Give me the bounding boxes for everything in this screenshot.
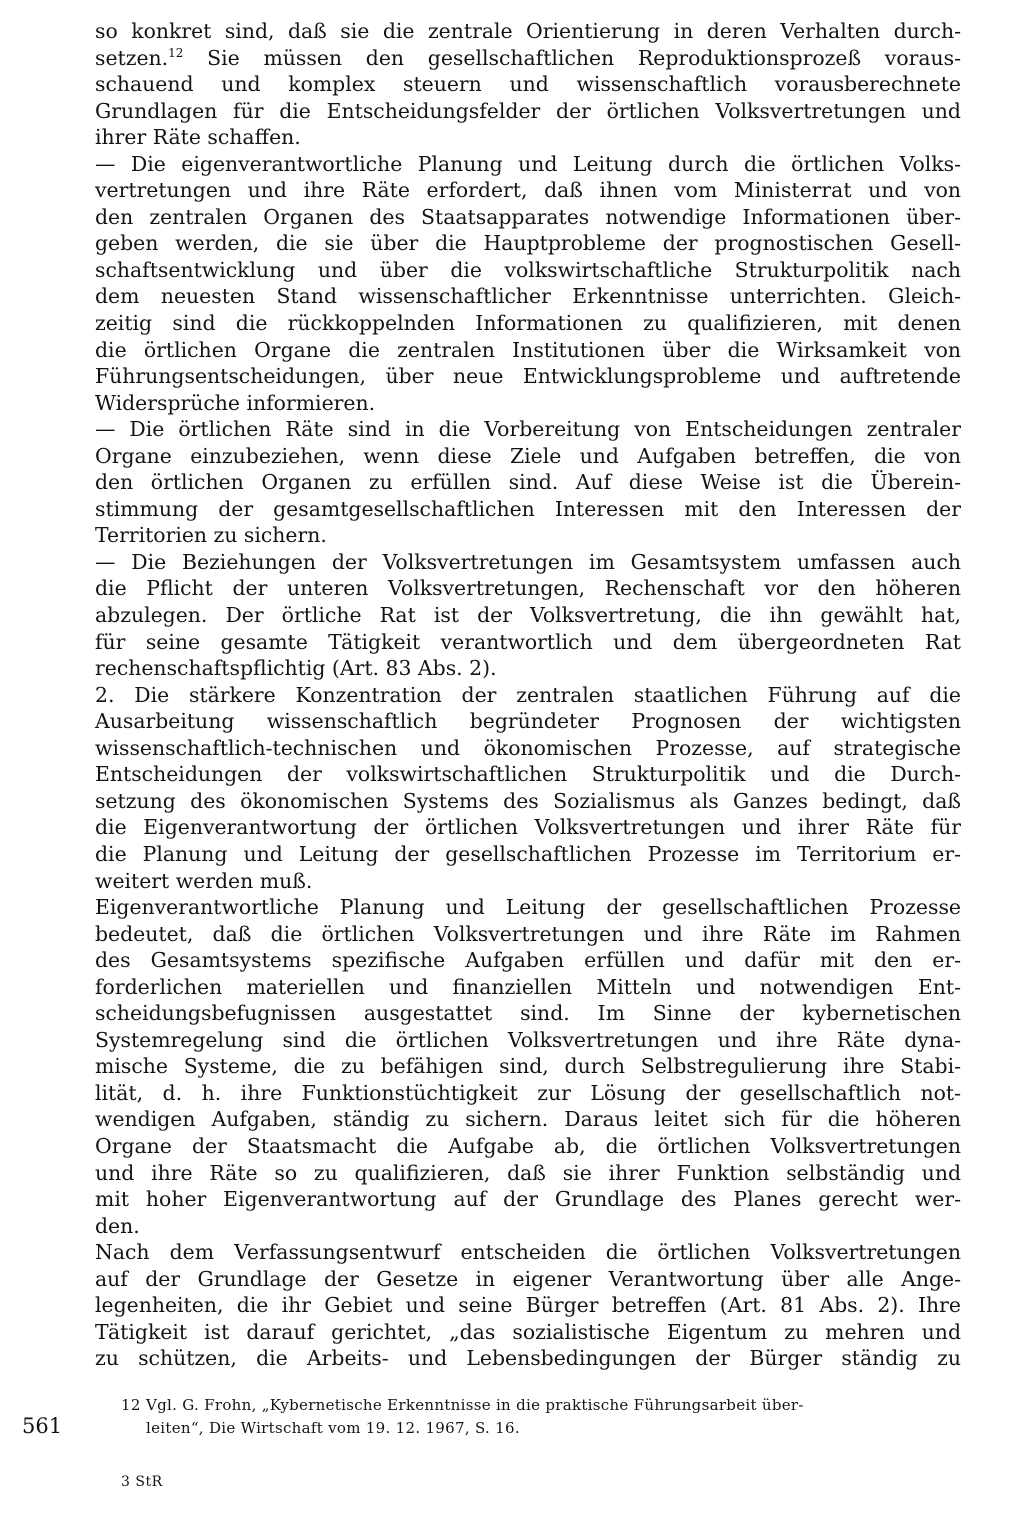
text-line: [95, 18, 961, 45]
text-line-content: legenheiten, die ihr Gebiet und seine Bürger betreffen (Art. 81 Abs. 2). Ihre: [95, 1293, 961, 1318]
footnote-marker: 12: [168, 45, 184, 60]
text-line-content: wissenschaftlich-technischen und ökonomischen Prozesse, auf strategische: [95, 735, 961, 760]
text-line-content: die Eigenverantwortung der örtlichen Volksvertretungen und ihrer Räte für: [95, 815, 961, 840]
text-line: [95, 602, 961, 629]
text-line: [95, 1106, 961, 1133]
text-line-content: lität, d. h. ihre Funktionstüchtigkeit zur Lösung der gesellschaftlich not-: [95, 1080, 961, 1105]
text-line: [95, 735, 961, 762]
text-line-content: die örtlichen Organe die zentralen Institutionen über die Wirksamkeit von: [95, 337, 961, 362]
text-line-content: den.: [95, 1213, 140, 1238]
text-line: [95, 1053, 961, 1080]
text-line-content: Ausarbeitung wissenschaftlich begründeter Prognosen der wichtigsten: [95, 709, 961, 734]
page-number: 561: [22, 1414, 63, 1438]
signature-mark: 3 StR: [121, 1474, 163, 1490]
text-line-content: die Pflicht der unteren Volksvertretungen, Rechenschaft vor den höheren: [95, 576, 961, 601]
text-line: [95, 974, 961, 1001]
text-line-content: die Planung und Leitung der gesellschaftlichen Prozesse im Territorium er-: [95, 841, 961, 866]
text-line-content: dem neuesten Stand wissenschaftlicher Erkenntnisse unterrichten. Gleich-: [95, 284, 961, 309]
text-line: [95, 98, 961, 125]
text-line-content: bedeutet, daß die örtlichen Volksvertretungen und ihre Räte im Rahmen: [95, 921, 961, 946]
text-line: [95, 310, 961, 337]
text-line: [95, 124, 961, 151]
text-line: [95, 841, 961, 868]
text-line: [95, 390, 961, 417]
text-line: [95, 1292, 961, 1319]
text-line-content: Tätigkeit ist darauf gerichtet, „das sozialistische Eigentum zu mehren und: [95, 1319, 961, 1344]
text-line-content: Organe einzubeziehen, wenn diese Ziele und Aufgaben betreffen, die von: [95, 443, 961, 468]
text-line: [95, 416, 961, 443]
text-line: [95, 894, 961, 921]
text-line: [95, 204, 961, 231]
text-line-content: scheidungsbefugnissen ausgestattet sind. Im Sinne der kybernetischen: [95, 1001, 961, 1026]
text-line-content: Eigenverantwortliche Planung und Leitung der gesellschaftlichen Prozesse: [95, 895, 961, 920]
text-line: [95, 151, 961, 178]
text-line: [95, 947, 961, 974]
footnote-line: Vgl. G. Frohn, „Kybernetische Erkenntnisse in die praktische Führungsarbeit über-: [146, 1396, 804, 1414]
text-line-content: Entscheidungen der volkswirtschaftlichen Strukturpolitik und die Durch-: [95, 762, 961, 787]
text-line: [95, 575, 961, 602]
text-line: [95, 337, 961, 364]
text-line-content: Territorien zu sichern.: [95, 523, 327, 548]
text-line: [95, 1345, 961, 1372]
text-line-content: setzen.: [95, 45, 169, 70]
text-line: [95, 1319, 961, 1346]
text-line-content: setzung des ökonomischen Systems des Sozialismus als Ganzes bedingt, daß: [95, 788, 961, 813]
text-line-content: weitert werden muß.: [95, 868, 313, 893]
text-line-content: ihrer Räte schaffen.: [95, 125, 301, 150]
text-line: [95, 230, 961, 257]
text-line: [95, 45, 961, 72]
text-line-content: so konkret sind, daß sie die zentrale Orientierung in deren Verhalten durch-: [95, 19, 961, 43]
text-line-content: — Die eigenverantwortliche Planung und Leitung durch die örtlichen Volks-: [95, 151, 961, 176]
text-line-content: schauend und komplex steuern und wissenschaftlich vorausberechnete: [95, 72, 961, 97]
text-line-content: den zentralen Organen des Staatsapparates notwendige Informationen über-: [95, 204, 961, 229]
text-line-content: Systemregelung sind die örtlichen Volksvertretungen und ihre Räte dyna-: [95, 1027, 961, 1052]
text-line: [95, 1160, 961, 1187]
text-line-content: vertretungen und ihre Räte erfordert, daß ihnen vom Ministerrat und von: [95, 178, 961, 203]
text-line-content: — Die Beziehungen der Volksvertretungen im Gesamtsystem umfassen auch: [95, 549, 961, 574]
text-line: [95, 655, 961, 682]
text-line: [95, 682, 961, 709]
text-line: [95, 443, 961, 470]
text-line: [95, 177, 961, 204]
text-line-content: zeitig sind die rückkoppelnden Informationen zu qualifizieren, mit denen: [95, 311, 961, 336]
footnote: [121, 1394, 961, 1440]
text-line-content: forderlichen materiellen und finanziellen Mitteln und notwendigen Ent-: [95, 974, 961, 999]
text-line: [95, 708, 961, 735]
text-line: [95, 1080, 961, 1107]
text-line-content: schaftsentwicklung und über die volkswirtschaftliche Strukturpolitik nach: [95, 257, 961, 282]
footnote-line: leiten“, Die Wirtschaft vom 19. 12. 1967, S. 16.: [146, 1419, 520, 1437]
text-line: [95, 1133, 961, 1160]
text-line: [95, 549, 961, 576]
text-line-content: Führungsentscheidungen, über neue Entwicklungsprobleme und auftretende: [95, 364, 961, 389]
text-line-content: abzulegen. Der örtliche Rat ist der Volksvertretung, die ihn gewählt hat,: [95, 603, 961, 628]
text-line-content: geben werden, die sie über die Hauptprobleme der prognostischen Gesell-: [95, 231, 961, 256]
text-line-content: Nach dem Verfassungsentwurf entscheiden die örtlichen Volksvertretungen: [95, 1240, 961, 1265]
text-line: [95, 1239, 961, 1266]
text-line: [95, 1266, 961, 1293]
text-line-content: 2. Die stärkere Konzentration der zentralen staatlichen Führung auf die: [95, 682, 961, 707]
text-line: [95, 629, 961, 656]
text-line: [95, 1027, 961, 1054]
text-line: [95, 257, 961, 284]
text-line: [95, 868, 961, 895]
text-line-content: auf der Grundlage der Gesetze in eigener Verantwortung über alle Ange-: [95, 1266, 961, 1291]
footnote-number: 12: [121, 1396, 141, 1414]
text-line: [95, 71, 961, 98]
text-line: [95, 761, 961, 788]
text-line-content: Widersprüche informieren.: [95, 390, 376, 415]
text-line-content: — Die örtlichen Räte sind in die Vorbereitung von Entscheidungen zentraler: [95, 417, 961, 442]
body-text: [95, 18, 961, 1372]
text-line-content: rechenschaftspflichtig (Art. 83 Abs. 2).: [95, 656, 497, 681]
text-line: [95, 496, 961, 523]
text-line-content: mische Systeme, die zu befähigen sind, durch Selbstregulierung ihre Stabi-: [95, 1054, 961, 1079]
text-line-content: Organe der Staatsmacht die Aufgabe ab, die örtlichen Volksvertretungen: [95, 1133, 961, 1158]
text-line: [95, 283, 961, 310]
text-line-content: für seine gesamte Tätigkeit verantwortlich und dem übergeordneten Rat: [95, 629, 961, 654]
text-line-content: des Gesamtsystems spezifische Aufgaben erfüllen und dafür mit den er-: [95, 948, 961, 973]
text-line-content: Sie müssen den gesellschaftlichen Reproduktionsprozeß voraus-: [183, 45, 961, 70]
text-line-content: mit hoher Eigenverantwortung auf der Grundlage des Planes gerecht wer-: [95, 1187, 961, 1212]
text-line: [95, 1000, 961, 1027]
text-line: [95, 522, 961, 549]
text-line: [95, 363, 961, 390]
text-line-content: zu schützen, die Arbeits- und Lebensbedingungen der Bürger ständig zu: [95, 1346, 961, 1371]
text-line-content: den örtlichen Organen zu erfüllen sind. Auf diese Weise ist die Überein-: [95, 470, 961, 495]
text-line: [95, 1213, 961, 1240]
text-line-content: stimmung der gesamtgesellschaftlichen Interessen mit den Interessen der: [95, 496, 961, 521]
text-line: [95, 814, 961, 841]
text-line: [95, 469, 961, 496]
text-line-content: wendigen Aufgaben, ständig zu sichern. Daraus leitet sich für die höheren: [95, 1107, 961, 1132]
text-line-content: Grundlagen für die Entscheidungsfelder der örtlichen Volksvertretungen und: [95, 98, 961, 123]
text-line: [95, 921, 961, 948]
text-line: [95, 788, 961, 815]
text-line: [95, 1186, 961, 1213]
text-line-content: und ihre Räte so zu qualifizieren, daß sie ihrer Funktion selbständig und: [95, 1160, 961, 1185]
